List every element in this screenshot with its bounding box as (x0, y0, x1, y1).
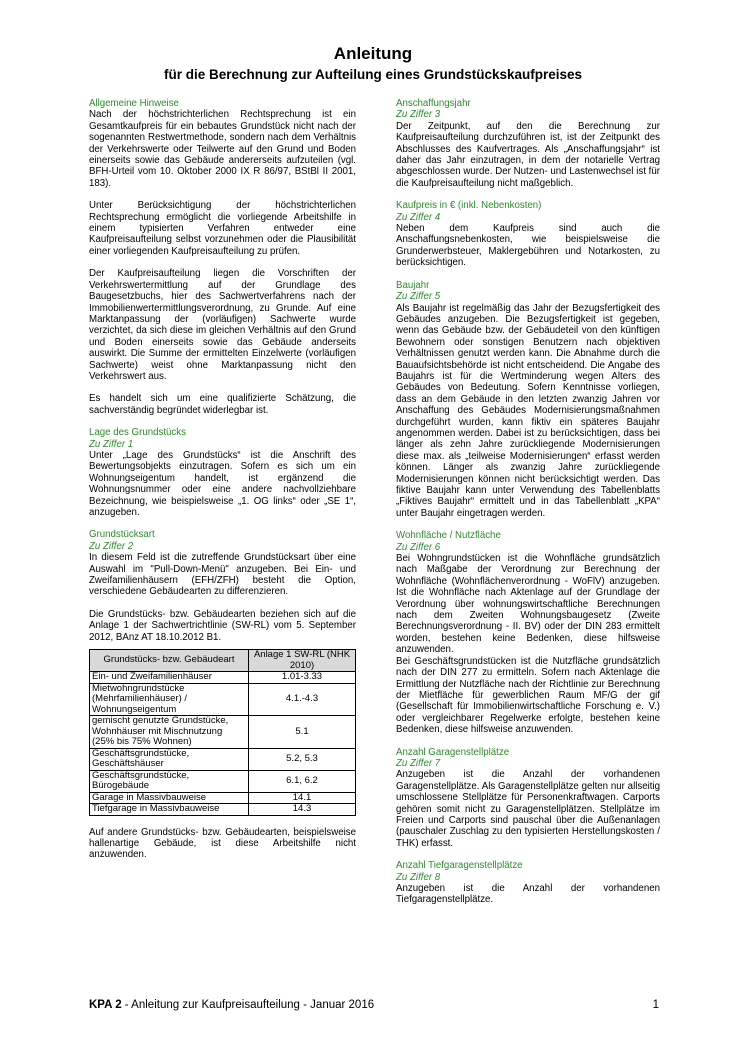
ziffer-label: Zu Ziffer 7 (396, 757, 441, 769)
table-row (90, 792, 356, 804)
paragraph: Neben dem Kaufpreis sind auch die Anschaffungsnebenkosten, wie beispielsweise die Grunderwerbsteuer, Maklergebühren und Notarkosten, zu berücksichtigen. (396, 223, 660, 269)
section-kaufpreis (396, 200, 660, 268)
table-row (90, 683, 356, 716)
section-wohnflaeche (396, 530, 660, 735)
table-cell: Ein- und Zweifamilienhäuser (90, 672, 249, 684)
paragraph: Bei Geschäftsgrundstücken ist die Nutzfläche grundsätzlich nach der DIN 277 zu ermitteln. Sofern nach Aktenlage die Ermittlung der Nutzfläche nach der Richtlinie zur Berechnung der Mietfläche für gewerblichen Raum MF/G der gif (Gesellschaft für Immobilienwirtschaftliche Forschung e. V.) oder vergleichbarer Regelwerke erfolgte, bestehen keine Bedenken, diese hilfsweise anzuwenden. (396, 655, 660, 736)
ziffer-label: Zu Ziffer 6 (396, 541, 441, 553)
table-header-row (90, 650, 356, 672)
paragraph: Als Baujahr ist regelmäßig das Jahr der Bezugsfertigkeit des Gebäudes anzugeben. Die Bezugsfertigkeit ist gegeben, wenn das Gebäude bzw. der Gebäudeteil von den künftigen Bewohnern oder sonstigen Benutzern nach objektiven Verhältnissen genutzt werden kann. Die Abnahme durch die Bauaufsichtsbehörde ist nicht entscheidend. Die Angabe des Baujahrs ist für die Wertminderung wegen Alters des Gebäudes von Bedeutung. Sofern Kenntnisse vorliegen, dass an dem Gebäude in den letzten zwanzig Jahren vor Anschaffung des Gebäudes Modernisierungsmaßnahmen durchgeführt wurden, kann fiktiv ein späteres Baujahr angenommen werden. Dabei ist zu berücksichtigen, dass bei länger als zehn Jahre zurückliegende Modernisierungen diese max. als „teilweise Modernisierungen“ erfasst werden können. Länger als zwanzig Jahre zurückliegende Modernisierungen können nicht berücksichtigt werden. Das fiktive Baujahr kann unter Verwendung des Tabellenblatts „Fiktives Baujahr“ ermittelt und in das Tabellenblatt „KPA“ unter Baujahr eingetragen werden. (396, 302, 660, 519)
table-row (90, 672, 356, 684)
paragraph: Unter Berücksichtigung der höchstrichterlichen Rechtsprechung ermöglicht die vorliegende Arbeitshilfe in einem typisierten Verfahren entweder eine Kaufpreisaufteilung selbst vorzunehmen oder die Plausibilität einer vorliegenden Kaufpreisaufteilung zu prüfen. (89, 200, 356, 257)
grundstuecksart-table (89, 649, 356, 816)
section-heading: Wohnfläche / Nutzfläche (396, 530, 501, 542)
paragraph: Auf andere Grundstücks- bzw. Gebäudearten, beispielsweise hallenartige Gebäude, ist diese Arbeitshilfe nicht anzuwenden. (89, 826, 356, 861)
section-baujahr (396, 280, 660, 520)
paragraph: Der Zeitpunkt, auf den die Berechnung zur Kaufpreisaufteilung durchzuführen ist, ist der Zeitpunkt des Abschlusses des Kaufvertrages. Als „Anschaffungsjahr“ ist daher das Jahr einzutragen, in dem der notarielle Vertrag abgeschlossen wurde. Der Nutzen- und Lastenwechsel ist für die Kaufpreisaufteilung nicht maßgeblich. (396, 120, 660, 189)
ziffer-label: Zu Ziffer 8 (396, 871, 441, 883)
section-garagenstellplaetze (396, 747, 660, 850)
section-heading: Anzahl Garagenstellplätze (396, 746, 510, 758)
table-cell: Mietwohngrundstücke (Mehrfamilienhäuser) / Wohnungseigentum (90, 683, 249, 716)
table-cell: 5.1 (249, 716, 356, 749)
section-heading: Lage des Grundstücks (89, 427, 186, 439)
paragraph: Anzugeben ist die Anzahl der vorhandenen Garagenstellplätze. Als Garagenstellplätze gelten nur allseitig umschlossene Stellplätze für Personenkraftwagen. Carports gehören somit nicht zu Garagenstellplätzen. Stellplätze im Freien und Carports sind pauschal über die Außenanlagen (pauschaler Zuschlag zu den typisierten Herstellungskosten / THK) erfasst. (396, 769, 660, 849)
page-number: 1 (652, 999, 659, 1011)
table-row (90, 770, 356, 792)
section-grundstuecksart (89, 529, 356, 860)
ziffer-label: Zu Ziffer 4 (396, 211, 441, 223)
table-header: Anlage 1 SW-RL (NHK 2010) (249, 650, 356, 672)
table-cell: Geschäftsgrundstücke, Bürogebäude (90, 770, 249, 792)
table-cell: gemischt genutzte Grundstücke, Wohnhäuser mit Mischnutzung (25% bis 75% Wohnen) (90, 716, 249, 749)
paragraph: Die Grundstücks- bzw. Gebäudearten beziehen sich auf die Anlage 1 der Sachwertrichtlinie (SW-RL) vom 5. September 2012, BAnz AT 18.10.2012 B1. (89, 608, 356, 643)
document-subtitle: für die Berechnung zur Aufteilung eines Grundstückskaufpreises (163, 67, 583, 82)
ziffer-label: Zu Ziffer 2 (89, 540, 134, 552)
section-heading: Anzahl Tiefgaragenstellplätze (396, 860, 523, 872)
table-cell: Garage in Massivbauweise (90, 792, 249, 804)
table-cell: 14.3 (249, 804, 356, 816)
paragraph: Unter „Lage des Grundstücks“ ist die Anschrift des Bewertungsobjekts einzutragen. Sofern es sich um ein Wohnungseigentum handelt, ist ergänzend die Wohnungsnummer oder eine andere nachvollziehbare Bezeichnung, wie beispielsweise „1. OG links“ oder „SE 1“, anzugeben. (89, 449, 356, 518)
document-title: Anleitung (333, 44, 413, 63)
paragraph: Bei Wohngrundstücken ist die Wohnfläche grundsätzlich nach Maßgabe der Verordnung zur Berechnung der Wohnfläche (Wohnflächenverordnung - WoFlV) anzugeben. Ist die Wohnfläche nach Aktenlage auf der Grundlage der Verordnung über wohnungswirtschaftliche Berechnungen nach dem Zweiten Wohnungsbaugesetz (Zweite Berechnungsverordnung - II. BV) oder der DIN 283 ermittelt worden, bestehen keine Bedenken, diese hilfsweise anzuwenden. (396, 553, 660, 656)
footer-doc-id: KPA 2 (89, 999, 122, 1011)
table-row (90, 716, 356, 749)
ziffer-label: Zu Ziffer 3 (396, 109, 441, 121)
paragraph: Der Kaufpreisaufteilung liegen die Vorschriften der Verkehrswertermittlung auf der Grundlage des Baugesetzbuchs, hier des Sachwertverfahrens nach der Immobilienwertermittlungsverordnung, zu Grunde. Auf eine Marktanpassung der (vorläufigen) Sachwerte wurde verzichtet, da sich diese im gleichen Verhältnis auf den Grund und Boden einerseits sowie das Gebäude anderseits auswirkt. Die Summe der ermittelten Einzelwerte (vorläufigen Sachwerte) weist ohne Marktanpassung nicht den Verkehrswert aus. (89, 268, 356, 382)
section-heading: Baujahr (396, 279, 430, 291)
table-row (90, 748, 356, 770)
table-row (90, 804, 356, 816)
section-anschaffungsjahr (396, 98, 660, 189)
table-cell: 14.1 (249, 792, 356, 804)
ziffer-label: Zu Ziffer 5 (396, 291, 441, 303)
footer-text: - Anleitung zur Kaufpreisaufteilung - Januar 2016 (121, 999, 375, 1011)
paragraph: Es handelt sich um eine qualifizierte Schätzung, die sachverständig begründet widerlegbar ist. (89, 393, 356, 416)
section-heading: Allgemeine Hinweise (89, 98, 179, 109)
section-heading: Grundstücksart (89, 529, 155, 541)
table-header: Grundstücks- bzw. Gebäudeart (90, 650, 249, 672)
section-tiefgaragenstellplaetze (396, 860, 660, 906)
section-heading: Kaufpreis in € (inkl. Nebenkosten) (396, 200, 542, 212)
section-lage (89, 427, 356, 518)
paragraph: In diesem Feld ist die zutreffende Grundstücksart über eine Auswahl im "Pull-Down-Menü" anzugeben. Bei Ein- und Zweifamilienhäusern (EFH/ZFH) besteht die Option, verschiedene Gebäudearten zu differenzieren. (89, 552, 356, 598)
right-column (396, 98, 660, 917)
ziffer-label: Zu Ziffer 1 (89, 438, 134, 450)
paragraph: Anzugeben ist die Anzahl der vorhandenen Tiefgaragenstellplätze. (396, 883, 660, 906)
table-cell: Geschäftsgrundstücke, Geschäftshäuser (90, 748, 249, 770)
section-allgemeine-hinweise (89, 98, 356, 416)
left-column (89, 98, 356, 872)
table-cell: Tiefgarage in Massivbauweise (90, 804, 249, 816)
page-footer (89, 999, 659, 1011)
section-heading: Anschaffungsjahr (396, 98, 471, 109)
table-cell: 4.1.-4.3 (249, 683, 356, 716)
paragraph: Nach der höchstrichterlichen Rechtsprechung ist ein Gesamtkaufpreis für ein bebautes Grundstück nicht nach der sogenannten Restwertmethode, sondern nach dem Verhältnis der Verkehrswerte oder Teilwerte auf den Grund und Boden einerseits sowie das Gebäude andererseits aufzuteilen (vgl. BFH-Urteil vom 10. Oktober 2000 IX R 86/97, BStBl II 2001, 183). (89, 109, 356, 189)
table-cell: 1.01-3.33 (249, 672, 356, 684)
table-cell: 5.2, 5.3 (249, 748, 356, 770)
table-cell: 6.1, 6.2 (249, 770, 356, 792)
